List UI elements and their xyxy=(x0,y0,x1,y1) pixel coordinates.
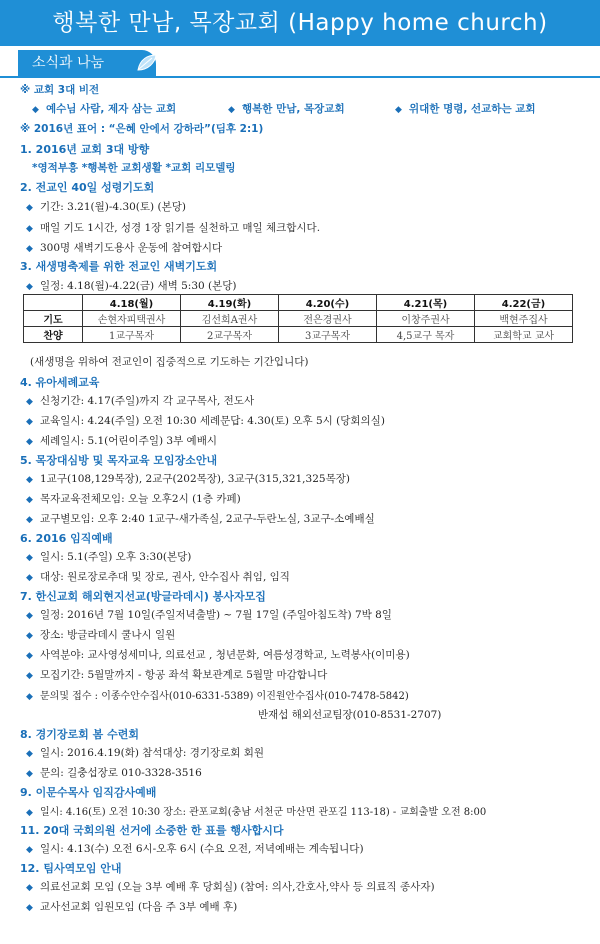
table-row xyxy=(24,327,573,343)
section-bar xyxy=(0,50,600,78)
diamond-icon: ◆ xyxy=(26,282,33,292)
list-item: ◆ 교사선교회 임원모임 (다음 주 3부 예배 후) xyxy=(26,901,238,913)
diamond-icon: ◆ xyxy=(26,651,33,661)
section-heading: 4. 유아세례교육 xyxy=(20,376,100,389)
motto: ※ 2016년 표어 : “은혜 안에서 강하라”(딤후 2:1) xyxy=(20,123,264,135)
list-item: ◆ 일정: 4.18(월)-4.22(금) 새벽 5:30 (본당) xyxy=(26,280,237,292)
section-heading: 2. 전교인 40일 성령기도회 xyxy=(20,181,155,194)
table-cell: 교회학교 교사 xyxy=(475,327,573,343)
section-tab xyxy=(18,50,156,76)
section-heading: 9. 이문수목사 임직감사예배 xyxy=(20,786,157,799)
diamond-icon: ◆ xyxy=(26,515,33,525)
section-heading: 8. 경기장로회 봄 수련회 xyxy=(20,728,139,741)
list-item: ◆ 문의및 접수 : 이종수안수집사(010-6331-5389) 이진원안수집사(010-7478-5842) xyxy=(26,691,409,702)
diamond-icon: ◆ xyxy=(228,105,235,115)
table-cell: 2교구목자 xyxy=(181,327,279,343)
table-cell: 4.19(화) xyxy=(181,295,279,311)
diamond-icon: ◆ xyxy=(32,105,39,115)
list-item: ◆ 교육일시: 4.24(주일) 오전 10:30 세례문답: 4.30(토) 오후 5시 (당회의실) xyxy=(26,415,385,427)
list-item: ◆ 세례일시: 5.1(어린이주일) 3부 예배시 xyxy=(26,435,217,447)
list-item: ◆ 목자교육전체모임: 오늘 오후2시 (1층 카페) xyxy=(26,493,241,505)
diamond-icon: ◆ xyxy=(26,244,33,254)
table-cell: 백현주집사 xyxy=(475,311,573,327)
schedule-note: (새생명을 위하여 전교인이 집중적으로 기도하는 기간입니다) xyxy=(30,356,309,368)
list-item: ◆ 신청기간: 4.17(주일)까지 각 교구목사, 전도사 xyxy=(26,395,255,407)
table-cell: 4.21(목) xyxy=(377,295,475,311)
table-row xyxy=(24,295,573,311)
prayer-schedule-table xyxy=(23,294,573,343)
section-heading: 5. 목장대심방 및 목자교육 모임장소안내 xyxy=(20,454,218,467)
list-item: ◆ 모집기간: 5월말까지 - 항공 좌석 확보관계로 5월말 마감합니다 xyxy=(26,669,328,681)
list-item: ◆ 일시: 4.16(토) 오전 10:30 장소: 관포교회(충남 서천군 마산면 관포길 113-18) - 교회출발 오전 8:00 xyxy=(26,807,487,818)
diamond-icon: ◆ xyxy=(26,808,33,818)
table-row xyxy=(24,311,573,327)
diamond-icon: ◆ xyxy=(26,749,33,759)
vision-title: ※ 교회 3대 비전 xyxy=(20,84,100,96)
section-heading: 12. 팀사역모임 안내 xyxy=(20,862,122,875)
list-item: ◆ 300명 새벽기도용사 운동에 참여합시다 xyxy=(26,242,223,254)
contact-line: 반재섭 해외선교팀장(010-8531-2707) xyxy=(258,709,442,721)
vision-item: ◆ 위대한 명령, 선교하는 교회 xyxy=(395,103,536,115)
diamond-icon: ◆ xyxy=(26,397,33,407)
diamond-icon: ◆ xyxy=(26,553,33,563)
list-item: ◆ 매일 기도 1시간, 성경 1장 읽기를 실천하고 매일 체크합시다. xyxy=(26,222,321,234)
table-cell: 1교구목자 xyxy=(83,327,181,343)
list-item: ◆ 교구별모임: 오후 2:40 1교구-새가족실, 2교구-두란노실, 3교구-소예배실 xyxy=(26,513,375,525)
diamond-icon: ◆ xyxy=(26,224,33,234)
section-heading: 7. 한신교회 해외현지선교(방글라데시) 봉사자모집 xyxy=(20,590,266,603)
diamond-icon: ◆ xyxy=(395,105,402,115)
diamond-icon: ◆ xyxy=(26,417,33,427)
table-cell: 4,5교구 목자 xyxy=(377,327,475,343)
diamond-icon: ◆ xyxy=(26,573,33,583)
list-item: ◆ 문의: 길충섭장로 010-3328-3516 xyxy=(26,767,202,779)
table-cell: 전은경권사 xyxy=(279,311,377,327)
table-cell: 4.22(금) xyxy=(475,295,573,311)
diamond-icon: ◆ xyxy=(26,692,33,702)
diamond-icon: ◆ xyxy=(26,611,33,621)
section-heading: 3. 새생명축제를 위한 전교인 새벽기도회 xyxy=(20,260,218,273)
list-item: ◆ 장소: 방글라데시 쿨나시 일원 xyxy=(26,629,176,641)
diamond-icon: ◆ xyxy=(26,437,33,447)
list-item: ◆ 일시: 2016.4.19(화) 참석대상: 경기장로회 회원 xyxy=(26,747,265,759)
table-cell: 4.20(수) xyxy=(279,295,377,311)
table-cell: 손현자피택권사 xyxy=(83,311,181,327)
table-cell xyxy=(24,295,83,311)
table-cell: 4.18(월) xyxy=(83,295,181,311)
diamond-icon: ◆ xyxy=(26,845,33,855)
page-banner xyxy=(0,0,600,46)
list-item: ◆ 기간: 3.21(월)-4.30(토) (본당) xyxy=(26,201,186,213)
diamond-icon: ◆ xyxy=(26,475,33,485)
section-heading: 6. 2016 임직예배 xyxy=(20,532,113,545)
vision-item: ◆ 예수님 사람, 제자 삼는 교회 xyxy=(32,103,177,115)
vision-item: ◆ 행복한 만남, 목장교회 xyxy=(228,103,345,115)
list-item: ◆ 1교구(108,129목장), 2교구(202목장), 3교구(315,321,325목장) xyxy=(26,473,350,485)
diamond-icon: ◆ xyxy=(26,203,33,213)
section-title: 소식과 나눔 xyxy=(32,55,105,71)
list-item: ◆ 대상: 원로장로추대 및 장로, 권사, 안수집사 취임, 임직 xyxy=(26,571,290,583)
leaf-icon xyxy=(136,53,158,73)
list-item: ◆ 의료선교회 모임 (오늘 3부 예배 후 당회실) (참여: 의사,간호사,약사 등 의료직 종사자) xyxy=(26,881,435,893)
list-item: ◆ 일정: 2016년 7월 10일(주일저녁출발) ~ 7월 17일 (주일아침도착) 7박 8일 xyxy=(26,609,392,621)
table-cell: 김선희A권사 xyxy=(181,311,279,327)
church-title: 행복한 만남, 목장교회 (Happy home church) xyxy=(52,10,548,36)
list-item: ◆ 사역분야: 교사영성세미나, 의료선교 , 청년문화, 여름성경학교, 노력봉사(이미용) xyxy=(26,649,410,661)
table-cell: 3교구목자 xyxy=(279,327,377,343)
diamond-icon: ◆ xyxy=(26,883,33,893)
list-item: ◆ 일시: 4.13(수) 오전 6시-오후 6시 (수요 오전, 저녁예배는 계속됩니다) xyxy=(26,843,364,855)
list-item: ◆ 일시: 5.1(주일) 오후 3:30(본당) xyxy=(26,551,192,563)
diamond-icon: ◆ xyxy=(26,631,33,641)
table-cell: 이창주권사 xyxy=(377,311,475,327)
diamond-icon: ◆ xyxy=(26,903,33,913)
table-cell: 기도 xyxy=(24,311,83,327)
directions: *영적부흥 *행복한 교회생활 *교회 리모델링 xyxy=(32,162,236,174)
diamond-icon: ◆ xyxy=(26,495,33,505)
diamond-icon: ◆ xyxy=(26,671,33,681)
section-heading: 11. 20대 국회의원 선거에 소중한 한 표를 행사합시다 xyxy=(20,824,284,837)
table-cell: 찬양 xyxy=(24,327,83,343)
diamond-icon: ◆ xyxy=(26,769,33,779)
section-heading: 1. 2016년 교회 3대 방향 xyxy=(20,143,150,156)
